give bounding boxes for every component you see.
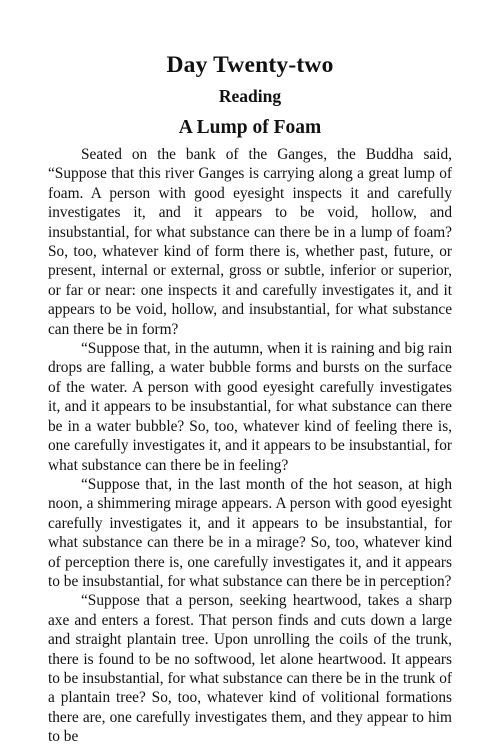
paragraph: “Suppose that, in the autumn, when it is raining and big rain drops are falling, a water bubble forms and bursts on the surface of the water. A person with good eyesight carefully investigates it, and it appears to be insubstantial, for what substance can there be in a water bubble? So, too, whatever kind of feeling there is, one carefully investigates it, and it appears to be insubstantial, for what substance can there be in feeling? — [48, 340, 452, 474]
paragraph: “Suppose that, in the last month of the hot season, at high noon, a shimmering mirage appears. A person with good eyesight carefully investigates it, and it appears to be insubstantial, for what substance can there be in a mirage? So, too, whatever kind of perception there is, one carefully investigates it, and it appears to be insubstantial, for what substance can there be in perception? — [48, 475, 452, 590]
section-label: Reading — [218, 86, 282, 106]
chapter-title: Day Twenty-two — [166, 52, 334, 78]
reading-title: A Lump of Foam — [178, 117, 322, 138]
paragraph: “Suppose that a person, seeking heartwood, takes a sharp axe and enters a forest. That person finds and cuts down a large and straight plantain tree. Upon unrolling the coils of the trunk, there is found to be no softwood, let alone heartwood. It appears to be insubstantial, for what substance can there be in the trunk of a plantain tree? So, too, whatever kind of volitional formations there are, one carefully investigates them, and they appear to him to be — [48, 592, 452, 746]
paragraph: Seated on the bank of the Ganges, the Buddha said, “Suppose that this river Ganges is carrying along a great lump of foam. A person with good eyesight inspects it and carefully investigates it, and it appears to be void, hollow, and insubstantial, for what substance can there be in a lump of foam? So, too, whatever kind of form there is, whether past, future, or present, internal or external, gross or subtle, inferior or superior, or far or near: one inspects it and carefully investigates it, and it appears to be void, hollow, and insubstantial, for what substance can there be in form? — [48, 146, 452, 338]
body-text — [48, 145, 452, 747]
book-page — [48, 50, 452, 747]
